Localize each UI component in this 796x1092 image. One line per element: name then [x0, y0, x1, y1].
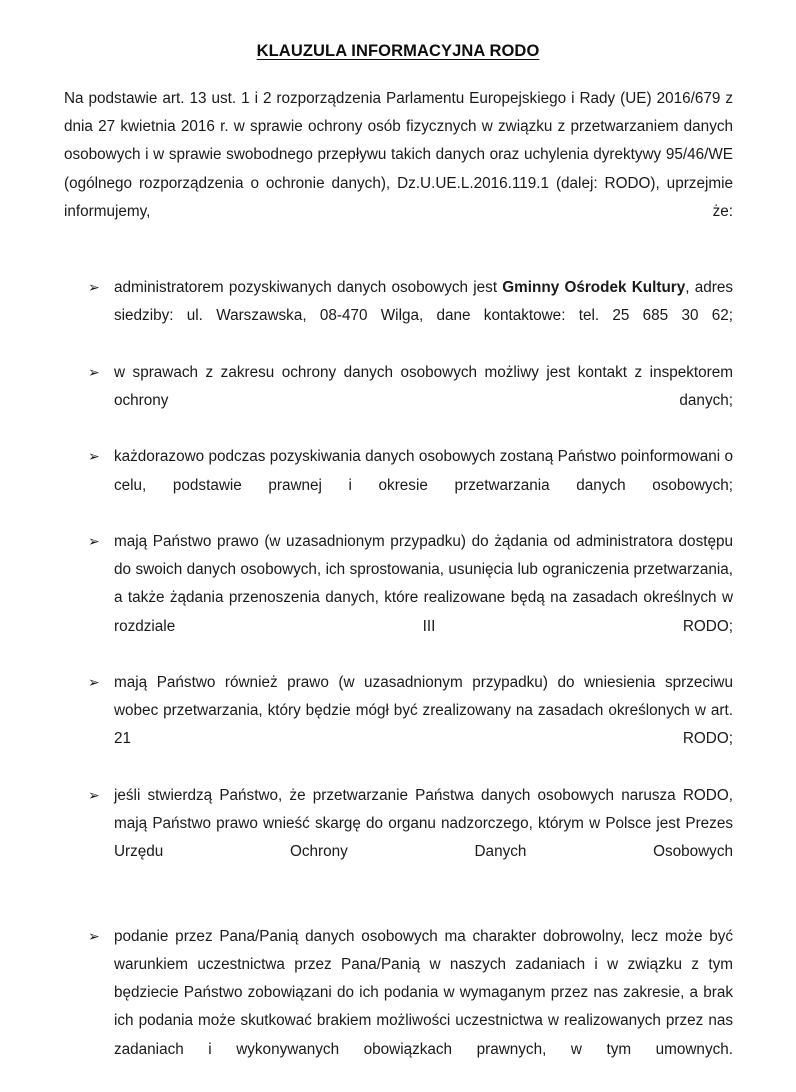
- clause-text-right-to-object: mają Państwo również prawo (w uzasadnionym przypadku) do wniesienia sprzeciwu wobec przetwarzania, który będzie mógł być zrealizowany na zasadach określonych w art. 21 RODO;: [114, 674, 733, 748]
- page-title: KLAUZULA INFORMACYJNA RODO: [256, 42, 540, 60]
- clause-item-voluntary-provision: [64, 923, 733, 1092]
- arrowhead-bullet-icon: ➢: [88, 280, 100, 297]
- clause-text-administrator-part2: , adres siedziby: ul. Warszawska, 08-470 Wilga, dane kontaktowe: tel. 25 685 30 62;: [114, 279, 733, 325]
- arrowhead-bullet-icon: ➢: [88, 449, 100, 466]
- organization-name: Gminny Ośrodek Kultury: [502, 279, 686, 297]
- clause-item-right-to-complain: [64, 782, 733, 895]
- clause-text-inspector-contact: w sprawach z zakresu ochrony danych osobowych możliwy jest kontakt z inspektorem ochrony danych;: [114, 363, 733, 410]
- clause-item-administrator: [64, 274, 733, 359]
- clause-item-right-to-object: [64, 669, 733, 782]
- intro-paragraph: Na podstawie art. 13 ust. 1 i 2 rozporządzenia Parlamentu Europejskiego i Rady (UE) 2016/679 z dnia 27 kwietnia 2016 r. w sprawie ochrony osób fizycznych w związku z przetwarzaniem danych osobowych i w sprawie swobodnego przepływu takich danych oraz uchylenia dyrektywy 95/46/WE (ogólnego rozporządzenia o ochronie danych), Dz.U.UE.L.2016.119.1 (dalej: RODO), uprzejmie informujemy, że:: [64, 90, 733, 220]
- clause-text-data-subject-rights: mają Państwo prawo (w uzasadnionym przypadku) do żądania od administratora dostępu do swoich danych osobowych, ich sprostowania, usunięcia lub ograniczenia przetwarzania, a także żądania przenoszenia danych, które realizowane będą na zasadach określnych w rozdziale III RODO;: [114, 533, 733, 635]
- clause-text-administrator: [114, 274, 733, 359]
- arrowhead-bullet-icon: ➢: [88, 675, 100, 692]
- arrowhead-bullet-icon: ➢: [88, 534, 100, 551]
- clause-item-data-subject-rights: [64, 528, 733, 669]
- clause-item-information-duty: [64, 443, 733, 528]
- arrowhead-bullet-icon: ➢: [88, 364, 100, 381]
- clause-item-inspector-contact: [64, 359, 733, 444]
- clause-text-voluntary-provision: podanie przez Pana/Panią danych osobowych ma charakter dobrowolny, lecz może być warunkiem uczestnictwa przez Pana/Panią w naszych zadaniach i w związku z tym będziecie Państwo zobowiązani do ich podania w wymaganym przez nas zakresie, a brak ich podania może skutkować brakiem możliwości uczestnictwa w realizowanych przez nas zadaniach i wykonywanych obowiązkach prawnych, w tym umownych.: [114, 927, 733, 1058]
- arrowhead-bullet-icon: ➢: [88, 787, 100, 804]
- clause-text-information-duty: każdorazowo podczas pozyskiwania danych osobowych zostaną Państwo poinformowani o celu, podstawie prawnej i okresie przetwarzania danych osobowych;: [114, 448, 733, 494]
- clause-list: [0, 274, 796, 1092]
- clause-text-administrator-part1: administratorem pozyskiwanych danych osobowych jest: [114, 279, 503, 297]
- clause-text-right-to-complain: jeśli stwierdzą Państwo, że przetwarzanie Państwa danych osobowych narusza RODO, mają Państwo prawo wnieść skargę do organu nadzorczego, którym w Polsce jest Prezes Urzędu Ochrony Danych Osobowych: [114, 786, 733, 861]
- arrowhead-bullet-icon: ➢: [88, 928, 100, 945]
